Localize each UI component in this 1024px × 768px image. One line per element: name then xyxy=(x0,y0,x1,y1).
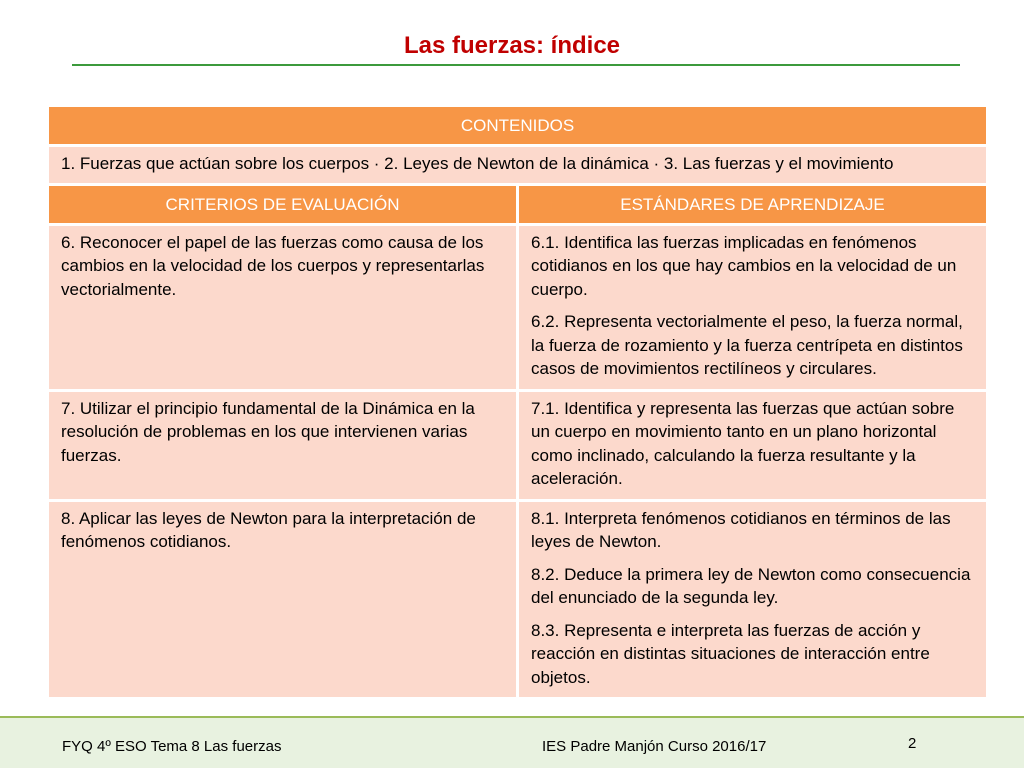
criterios-header: CRITERIOS DE EVALUACIÓN xyxy=(48,185,518,225)
criterio-text: 6. Reconocer el papel de las fuerzas como causa de los cambios en la velocidad de los cuerpos y representarlas vectorialmente. xyxy=(61,232,485,299)
title-underline xyxy=(72,64,960,66)
estandar-text: 7.1. Identifica y representa las fuerzas que actúan sobre un cuerpo en movimiento tanto en un plano horizontal como inclinado, calculando la fuerza resultante y la aceleración. xyxy=(531,398,955,488)
estandar-text: 8.3. Representa e interpreta las fuerzas de acción y reacción en distintas situaciones de interacción entre objetos. xyxy=(531,620,930,687)
contenidos-text: 1. Fuerzas que actúan sobre los cuerpos · 2. Leyes de Newton de la dinámica · 3. Las fuerzas y el movimiento xyxy=(61,153,894,173)
criterio-cell xyxy=(48,390,518,500)
table-row xyxy=(48,390,988,500)
footer-school: IES Padre Manjón Curso 2016/17 xyxy=(542,738,767,755)
estandar-text: 8.1. Interpreta fenómenos cotidianos en términos de las leyes de Newton. xyxy=(531,508,951,551)
page-number: 2 xyxy=(908,735,917,752)
estandares-cell xyxy=(518,224,988,390)
slide-title: Las fuerzas: índice xyxy=(403,32,621,59)
criterio-text: 7. Utilizar el principio fundamental de la Dinámica en la resolución de problemas en los que intervienen varias fuerzas. xyxy=(61,398,475,465)
estandares-cell xyxy=(518,500,988,699)
contenidos-cell xyxy=(48,145,988,185)
criterio-cell xyxy=(48,224,518,390)
curriculum-table xyxy=(46,104,989,700)
estandar-text: 6.2. Representa vectorialmente el peso, la fuerza normal, la fuerza de rozamiento y la fuerza centrípeta en distintos casos de movimientos rectilíneos y circulares. xyxy=(531,312,963,378)
footer-course: FYQ 4º ESO Tema 8 Las fuerzas xyxy=(62,738,282,755)
estandar-text: 6.1. Identifica las fuerzas implicadas en fenómenos cotidianos en los que hay cambios en la velocidad de un cuerpo. xyxy=(531,232,957,299)
contenidos-header: CONTENIDOS xyxy=(48,106,988,146)
estandares-header: ESTÁNDARES DE APRENDIZAJE xyxy=(518,185,988,225)
table-row xyxy=(48,224,988,390)
estandar-text: 8.2. Deduce la primera ley de Newton como consecuencia del enunciado de la segunda ley. xyxy=(531,564,971,607)
criterio-cell xyxy=(48,500,518,699)
estandares-cell xyxy=(518,390,988,500)
criterio-text: 8. Aplicar las leyes de Newton para la interpretación de fenómenos cotidianos. xyxy=(61,508,476,551)
table-row xyxy=(48,500,988,699)
